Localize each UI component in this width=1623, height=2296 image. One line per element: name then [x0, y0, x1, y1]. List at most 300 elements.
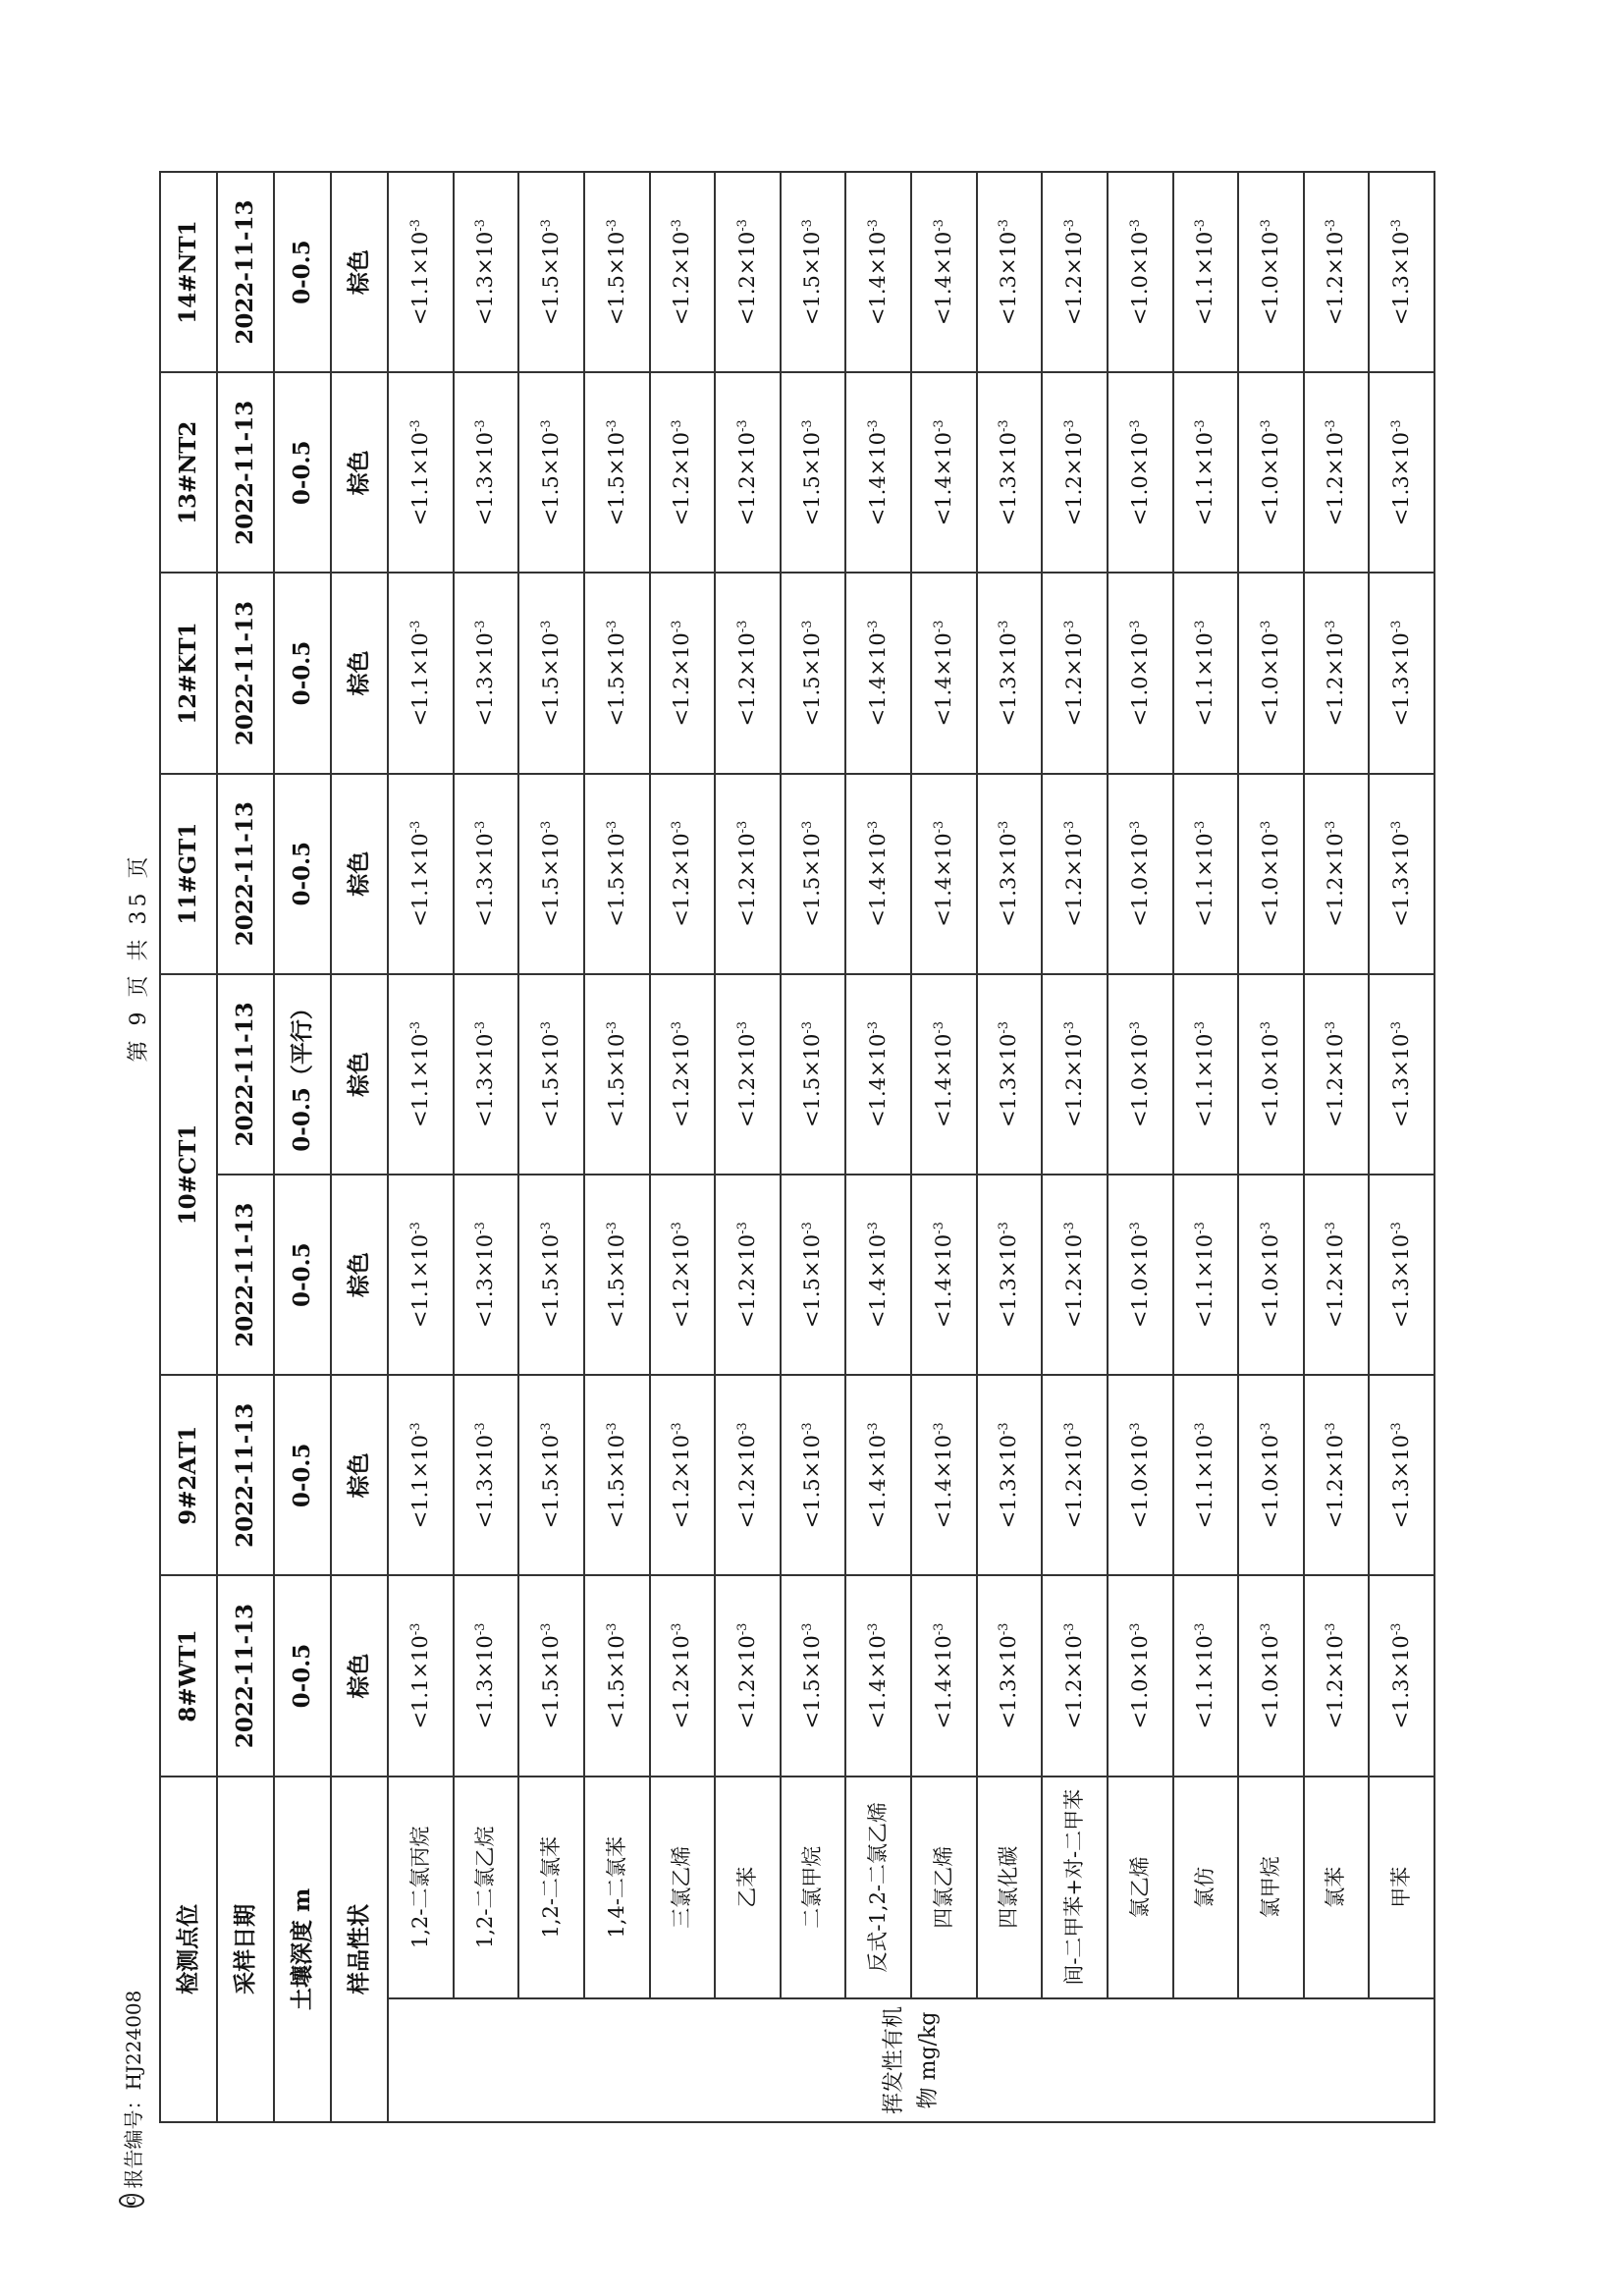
- result-exponent: -3: [407, 1222, 423, 1234]
- result-exponent: -3: [1389, 1020, 1405, 1034]
- result-exponent: -3: [1389, 419, 1405, 432]
- result-exponent: -3: [734, 820, 750, 834]
- analyte-name: 1,2-二氯乙烷: [454, 1777, 519, 1998]
- result-exponent: -3: [1324, 1422, 1339, 1436]
- result-mantissa: <1.5×10: [538, 632, 563, 727]
- result-value: [845, 774, 911, 974]
- result-value: [781, 1575, 846, 1776]
- result-exponent: -3: [1193, 1020, 1209, 1034]
- result-mantissa: <1.2×10: [1324, 1033, 1348, 1127]
- result-mantissa: <1.3×10: [1389, 1435, 1414, 1529]
- result-value: [781, 372, 846, 573]
- result-mantissa: <1.3×10: [473, 231, 498, 326]
- result-mantissa: <1.0×10: [1258, 231, 1282, 326]
- result-value: [845, 372, 911, 573]
- result-value: [1042, 1575, 1108, 1776]
- depth-cell: 0-0.5: [274, 372, 331, 573]
- result-mantissa: <1.5×10: [800, 1033, 825, 1127]
- result-mantissa: <1.2×10: [1324, 632, 1348, 727]
- result-exponent: -3: [1258, 1422, 1273, 1436]
- result-value: [845, 172, 911, 372]
- result-exponent: -3: [997, 820, 1012, 834]
- page-number: 第 9 页 共 35 页: [127, 852, 151, 1063]
- result-value: [454, 172, 519, 372]
- result-mantissa: <1.2×10: [670, 432, 694, 526]
- result-mantissa: <1.3×10: [1389, 833, 1414, 927]
- result-exponent: -3: [1061, 419, 1077, 432]
- result-mantissa: <1.2×10: [734, 231, 759, 326]
- result-exponent: -3: [604, 419, 620, 432]
- result-mantissa: <1.0×10: [1258, 1435, 1282, 1529]
- result-mantissa: <1.1×10: [1193, 231, 1217, 326]
- analyte-name: 间-二甲苯+对-二甲苯: [1042, 1777, 1108, 1998]
- result-mantissa: <1.4×10: [931, 1033, 955, 1127]
- result-mantissa: <1.2×10: [1061, 1233, 1086, 1329]
- result-value: [1173, 974, 1239, 1175]
- result-mantissa: <1.2×10: [1324, 1233, 1348, 1329]
- result-value: [1173, 774, 1239, 974]
- result-value: [1238, 974, 1304, 1175]
- result-mantissa: <1.5×10: [538, 231, 563, 326]
- result-mantissa: <1.3×10: [473, 1033, 498, 1127]
- result-mantissa: <1.5×10: [538, 1635, 563, 1729]
- result-exponent: -3: [1324, 1020, 1339, 1034]
- result-value: [1108, 974, 1173, 1175]
- result-value: [1108, 1175, 1173, 1375]
- result-value: [1304, 1375, 1370, 1575]
- result-exponent: -3: [931, 1222, 947, 1234]
- depth-cell: 0-0.5: [274, 172, 331, 372]
- result-exponent: -3: [670, 1222, 685, 1234]
- result-mantissa: <1.2×10: [670, 1233, 694, 1329]
- result-value: [1369, 372, 1434, 573]
- result-exponent: -3: [800, 1622, 816, 1636]
- result-exponent: -3: [473, 419, 489, 432]
- result-value: [1173, 372, 1239, 573]
- result-mantissa: <1.2×10: [670, 833, 694, 927]
- result-mantissa: <1.3×10: [1389, 432, 1414, 526]
- result-value: [845, 1175, 911, 1375]
- table-row: [1042, 172, 1108, 2122]
- result-mantissa: <1.2×10: [1061, 1033, 1086, 1127]
- point-cell: 12#KT1: [160, 573, 217, 773]
- date-cell: 2022-11-13: [217, 774, 274, 974]
- result-exponent: -3: [670, 1422, 685, 1436]
- result-exponent: -3: [1127, 620, 1143, 633]
- result-exponent: -3: [670, 1622, 685, 1636]
- depth-cell: 0-0.5: [274, 774, 331, 974]
- result-exponent: -3: [670, 820, 685, 834]
- analyte-name: 氯甲烷: [1238, 1777, 1304, 1998]
- result-mantissa: <1.0×10: [1127, 632, 1152, 727]
- result-exponent: -3: [538, 219, 554, 232]
- depth-cell: 0-0.5: [274, 1375, 331, 1575]
- table-row: [1108, 172, 1173, 2122]
- result-value: [388, 1375, 454, 1575]
- result-mantissa: <1.5×10: [538, 833, 563, 927]
- result-exponent: -3: [931, 1622, 947, 1636]
- result-value: [845, 1375, 911, 1575]
- result-mantissa: <1.0×10: [1258, 1233, 1282, 1329]
- analyte-name: 甲苯: [1369, 1777, 1434, 1998]
- result-value: [388, 1175, 454, 1375]
- result-value: [1042, 372, 1108, 573]
- result-value: [454, 774, 519, 974]
- result-value: [715, 774, 781, 974]
- table-row: [1238, 172, 1304, 2122]
- result-exponent: -3: [1061, 620, 1077, 633]
- result-exponent: -3: [800, 419, 816, 432]
- result-value: [911, 1575, 977, 1776]
- result-mantissa: <1.1×10: [407, 1635, 432, 1729]
- result-value: [1304, 974, 1370, 1175]
- result-mantissa: <1.2×10: [1061, 833, 1086, 927]
- result-exponent: -3: [1193, 620, 1209, 633]
- category-label: 挥发性有机物 mg/kg: [388, 1998, 1434, 2122]
- result-mantissa: <1.3×10: [473, 1635, 498, 1729]
- result-exponent: -3: [1258, 419, 1273, 432]
- result-exponent: -3: [931, 419, 947, 432]
- result-mantissa: <1.4×10: [931, 632, 955, 727]
- label-point: 检测点位: [160, 1777, 217, 2122]
- result-exponent: -3: [538, 1622, 554, 1636]
- result-exponent: -3: [538, 820, 554, 834]
- analyte-name: 1,2-二氯丙烷: [388, 1777, 454, 1998]
- result-exponent: -3: [604, 1422, 620, 1436]
- result-mantissa: <1.4×10: [866, 1233, 891, 1329]
- result-exponent: -3: [1389, 1222, 1405, 1234]
- result-mantissa: <1.3×10: [1389, 1033, 1414, 1127]
- result-mantissa: <1.2×10: [1061, 632, 1086, 727]
- result-exponent: -3: [1324, 1622, 1339, 1636]
- result-value: [781, 573, 846, 773]
- result-mantissa: <1.2×10: [1324, 1435, 1348, 1529]
- date-cell: 2022-11-13: [217, 172, 274, 372]
- appearance-cell: 棕色: [331, 172, 388, 372]
- date-cell: 2022-11-13: [217, 1375, 274, 1575]
- result-exponent: -3: [473, 219, 489, 232]
- result-exponent: -3: [734, 1020, 750, 1034]
- result-exponent: -3: [670, 419, 685, 432]
- result-value: [781, 1375, 846, 1575]
- result-value: [584, 1575, 650, 1776]
- point-cell: 9#2AT1: [160, 1375, 217, 1575]
- result-mantissa: <1.1×10: [1193, 1635, 1217, 1729]
- result-mantissa: <1.1×10: [1193, 1233, 1217, 1329]
- table-row: [1304, 172, 1370, 2122]
- result-mantissa: <1.3×10: [473, 632, 498, 727]
- result-exponent: -3: [407, 820, 423, 834]
- result-value: [715, 172, 781, 372]
- result-exponent: -3: [931, 1020, 947, 1034]
- result-exponent: -3: [1324, 1222, 1339, 1234]
- result-value: [1042, 774, 1108, 974]
- table-row: [650, 172, 716, 2122]
- result-mantissa: <1.5×10: [604, 833, 628, 927]
- result-mantissa: <1.5×10: [604, 1435, 628, 1529]
- result-exponent: -3: [670, 1020, 685, 1034]
- result-value: [1042, 172, 1108, 372]
- result-exponent: -3: [1061, 1622, 1077, 1636]
- result-mantissa: <1.2×10: [1324, 1635, 1348, 1729]
- result-value: [1369, 1175, 1434, 1375]
- result-mantissa: <1.2×10: [734, 632, 759, 727]
- result-value: [454, 974, 519, 1175]
- result-mantissa: <1.4×10: [866, 833, 891, 927]
- result-value: [1108, 172, 1173, 372]
- result-exponent: -3: [931, 820, 947, 834]
- result-value: [650, 1375, 716, 1575]
- result-exponent: -3: [800, 1222, 816, 1234]
- result-exponent: -3: [1127, 1222, 1143, 1234]
- result-exponent: -3: [538, 1422, 554, 1436]
- result-value: [781, 774, 846, 974]
- result-value: [454, 1575, 519, 1776]
- result-mantissa: <1.3×10: [473, 1435, 498, 1529]
- result-exponent: -3: [997, 1622, 1012, 1636]
- result-exponent: -3: [866, 219, 882, 232]
- point-cell: 14#NT1: [160, 172, 217, 372]
- point-cell: 11#GT1: [160, 774, 217, 974]
- result-mantissa: <1.3×10: [997, 1233, 1021, 1329]
- result-exponent: -3: [1193, 419, 1209, 432]
- table-row: [518, 172, 584, 2122]
- result-value: [1369, 1575, 1434, 1776]
- result-mantissa: <1.4×10: [931, 231, 955, 326]
- result-exponent: -3: [407, 1622, 423, 1636]
- result-mantissa: <1.5×10: [800, 632, 825, 727]
- result-exponent: -3: [1389, 820, 1405, 834]
- result-value: [454, 573, 519, 773]
- result-mantissa: <1.4×10: [866, 632, 891, 727]
- date-cell: 2022-11-13: [217, 573, 274, 773]
- result-exponent: -3: [866, 620, 882, 633]
- company-logo-icon: C: [119, 2194, 144, 2208]
- result-exponent: -3: [407, 1020, 423, 1034]
- result-exponent: -3: [1127, 1622, 1143, 1636]
- result-value: [388, 974, 454, 1175]
- result-mantissa: <1.2×10: [1061, 231, 1086, 326]
- result-mantissa: <1.0×10: [1127, 1635, 1152, 1729]
- analyte-name: 三氯乙烯: [650, 1777, 716, 1998]
- result-value: [715, 1175, 781, 1375]
- result-exponent: -3: [800, 1020, 816, 1034]
- result-exponent: -3: [734, 419, 750, 432]
- result-mantissa: <1.1×10: [407, 1233, 432, 1329]
- result-mantissa: <1.5×10: [800, 1435, 825, 1529]
- result-value: [977, 1575, 1043, 1776]
- result-exponent: -3: [670, 219, 685, 232]
- result-exponent: -3: [1127, 219, 1143, 232]
- table-row: [1369, 172, 1434, 2122]
- result-exponent: -3: [866, 1222, 882, 1234]
- result-value: [1304, 1575, 1370, 1776]
- result-mantissa: <1.2×10: [1324, 231, 1348, 326]
- result-exponent: -3: [800, 1422, 816, 1436]
- result-mantissa: <1.0×10: [1127, 1233, 1152, 1329]
- result-mantissa: <1.2×10: [1061, 432, 1086, 526]
- label-depth: 土壤深度 m: [274, 1777, 331, 2122]
- result-mantissa: <1.0×10: [1258, 1635, 1282, 1729]
- result-value: [911, 1175, 977, 1375]
- result-exponent: -3: [604, 1222, 620, 1234]
- date-cell: 2022-11-13: [217, 974, 274, 1175]
- result-exponent: -3: [734, 620, 750, 633]
- result-value: [650, 974, 716, 1175]
- result-mantissa: <1.1×10: [407, 833, 432, 927]
- depth-cell: 0-0.5: [274, 1575, 331, 1776]
- appearance-cell: 棕色: [331, 1175, 388, 1375]
- result-value: [650, 774, 716, 974]
- header-row-point: [160, 172, 217, 2122]
- result-value: [1108, 372, 1173, 573]
- header-row-date: [217, 172, 274, 2122]
- result-mantissa: <1.5×10: [604, 632, 628, 727]
- result-value: [781, 1175, 846, 1375]
- result-mantissa: <1.3×10: [473, 432, 498, 526]
- result-exponent: -3: [997, 1222, 1012, 1234]
- result-mantissa: <1.2×10: [670, 231, 694, 326]
- result-value: [1042, 974, 1108, 1175]
- result-mantissa: <1.2×10: [734, 1635, 759, 1729]
- result-value: [911, 974, 977, 1175]
- result-mantissa: <1.1×10: [407, 432, 432, 526]
- result-value: [1042, 1375, 1108, 1575]
- result-exponent: -3: [473, 1622, 489, 1636]
- result-exponent: -3: [931, 620, 947, 633]
- analyte-name: 1,4-二氯苯: [584, 1777, 650, 1998]
- analyte-name: 反式-1,2-二氯乙烯: [845, 1777, 911, 1998]
- result-mantissa: <1.0×10: [1127, 231, 1152, 326]
- result-value: [977, 1375, 1043, 1575]
- analyte-name: 1,2-二氯苯: [518, 1777, 584, 1998]
- result-value: [1369, 573, 1434, 773]
- appearance-cell: 棕色: [331, 774, 388, 974]
- result-value: [1238, 1175, 1304, 1375]
- result-value: [977, 573, 1043, 773]
- result-exponent: -3: [1324, 620, 1339, 633]
- result-value: [1108, 774, 1173, 974]
- result-mantissa: <1.1×10: [1193, 432, 1217, 526]
- result-exponent: -3: [604, 820, 620, 834]
- result-exponent: -3: [931, 1422, 947, 1436]
- result-value: [715, 974, 781, 1175]
- analyte-name: 氯乙烯: [1108, 1777, 1173, 1998]
- result-exponent: -3: [538, 1020, 554, 1034]
- result-mantissa: <1.2×10: [1061, 1635, 1086, 1729]
- result-exponent: -3: [997, 219, 1012, 232]
- point-cell: 8#WT1: [160, 1575, 217, 1776]
- result-mantissa: <1.1×10: [407, 1033, 432, 1127]
- result-mantissa: <1.1×10: [1193, 833, 1217, 927]
- result-mantissa: <1.5×10: [604, 231, 628, 326]
- result-exponent: -3: [800, 620, 816, 633]
- result-mantissa: <1.2×10: [734, 1033, 759, 1127]
- result-value: [1304, 573, 1370, 773]
- result-mantissa: <1.5×10: [538, 432, 563, 526]
- result-exponent: -3: [931, 219, 947, 232]
- result-mantissa: <1.2×10: [734, 833, 759, 927]
- result-value: [1173, 1175, 1239, 1375]
- report-number: 报告编号：HJ224008: [121, 1990, 145, 2189]
- result-value: [1042, 573, 1108, 773]
- result-value: [1304, 372, 1370, 573]
- depth-cell: 0-0.5（平行）: [274, 974, 331, 1175]
- report-header: [116, 1992, 147, 2208]
- result-exponent: -3: [1389, 620, 1405, 633]
- result-value: [977, 1175, 1043, 1375]
- label-date: 采样日期: [217, 1777, 274, 2122]
- result-mantissa: <1.2×10: [1061, 1435, 1086, 1529]
- result-mantissa: <1.5×10: [538, 1033, 563, 1127]
- result-value: [1238, 573, 1304, 773]
- result-mantissa: <1.3×10: [997, 632, 1021, 727]
- analyte-name: 四氯化碳: [977, 1777, 1043, 1998]
- result-mantissa: <1.3×10: [997, 432, 1021, 526]
- result-value: [1108, 1375, 1173, 1575]
- result-mantissa: <1.4×10: [866, 432, 891, 526]
- result-mantissa: <1.1×10: [407, 632, 432, 727]
- result-value: [584, 372, 650, 573]
- result-mantissa: <1.1×10: [407, 1435, 432, 1529]
- result-mantissa: <1.0×10: [1258, 833, 1282, 927]
- result-exponent: -3: [670, 620, 685, 633]
- result-value: [650, 172, 716, 372]
- result-exponent: -3: [997, 1020, 1012, 1034]
- result-exponent: -3: [1193, 820, 1209, 834]
- depth-cell: 0-0.5: [274, 573, 331, 773]
- result-mantissa: <1.4×10: [931, 833, 955, 927]
- result-value: [1238, 1375, 1304, 1575]
- result-mantissa: <1.3×10: [1389, 231, 1414, 326]
- result-value: [650, 1175, 716, 1375]
- result-value: [1238, 774, 1304, 974]
- result-exponent: -3: [1258, 1020, 1273, 1034]
- result-exponent: -3: [1389, 1622, 1405, 1636]
- result-exponent: -3: [407, 419, 423, 432]
- result-value: [454, 1375, 519, 1575]
- result-value: [715, 1375, 781, 1575]
- result-exponent: -3: [407, 219, 423, 232]
- results-table: [159, 171, 1435, 2123]
- result-value: [845, 573, 911, 773]
- result-mantissa: <1.0×10: [1258, 632, 1282, 727]
- result-mantissa: <1.2×10: [734, 1435, 759, 1529]
- result-mantissa: <1.3×10: [473, 1233, 498, 1329]
- result-value: [977, 974, 1043, 1175]
- result-value: [977, 372, 1043, 573]
- result-exponent: -3: [1127, 1422, 1143, 1436]
- result-mantissa: <1.2×10: [670, 1635, 694, 1729]
- analyte-name: 氯苯: [1304, 1777, 1370, 1998]
- header-row-depth: [274, 172, 331, 2122]
- result-exponent: -3: [1258, 820, 1273, 834]
- result-exponent: -3: [604, 219, 620, 232]
- result-value: [781, 172, 846, 372]
- result-exponent: -3: [473, 820, 489, 834]
- result-value: [518, 1575, 584, 1776]
- result-mantissa: <1.4×10: [866, 1435, 891, 1529]
- result-value: [1369, 1375, 1434, 1575]
- result-exponent: -3: [1061, 219, 1077, 232]
- result-exponent: -3: [997, 1422, 1012, 1436]
- result-value: [845, 974, 911, 1175]
- result-exponent: -3: [734, 1422, 750, 1436]
- result-mantissa: <1.5×10: [604, 1635, 628, 1729]
- result-value: [911, 1375, 977, 1575]
- result-value: [584, 172, 650, 372]
- result-mantissa: <1.3×10: [473, 833, 498, 927]
